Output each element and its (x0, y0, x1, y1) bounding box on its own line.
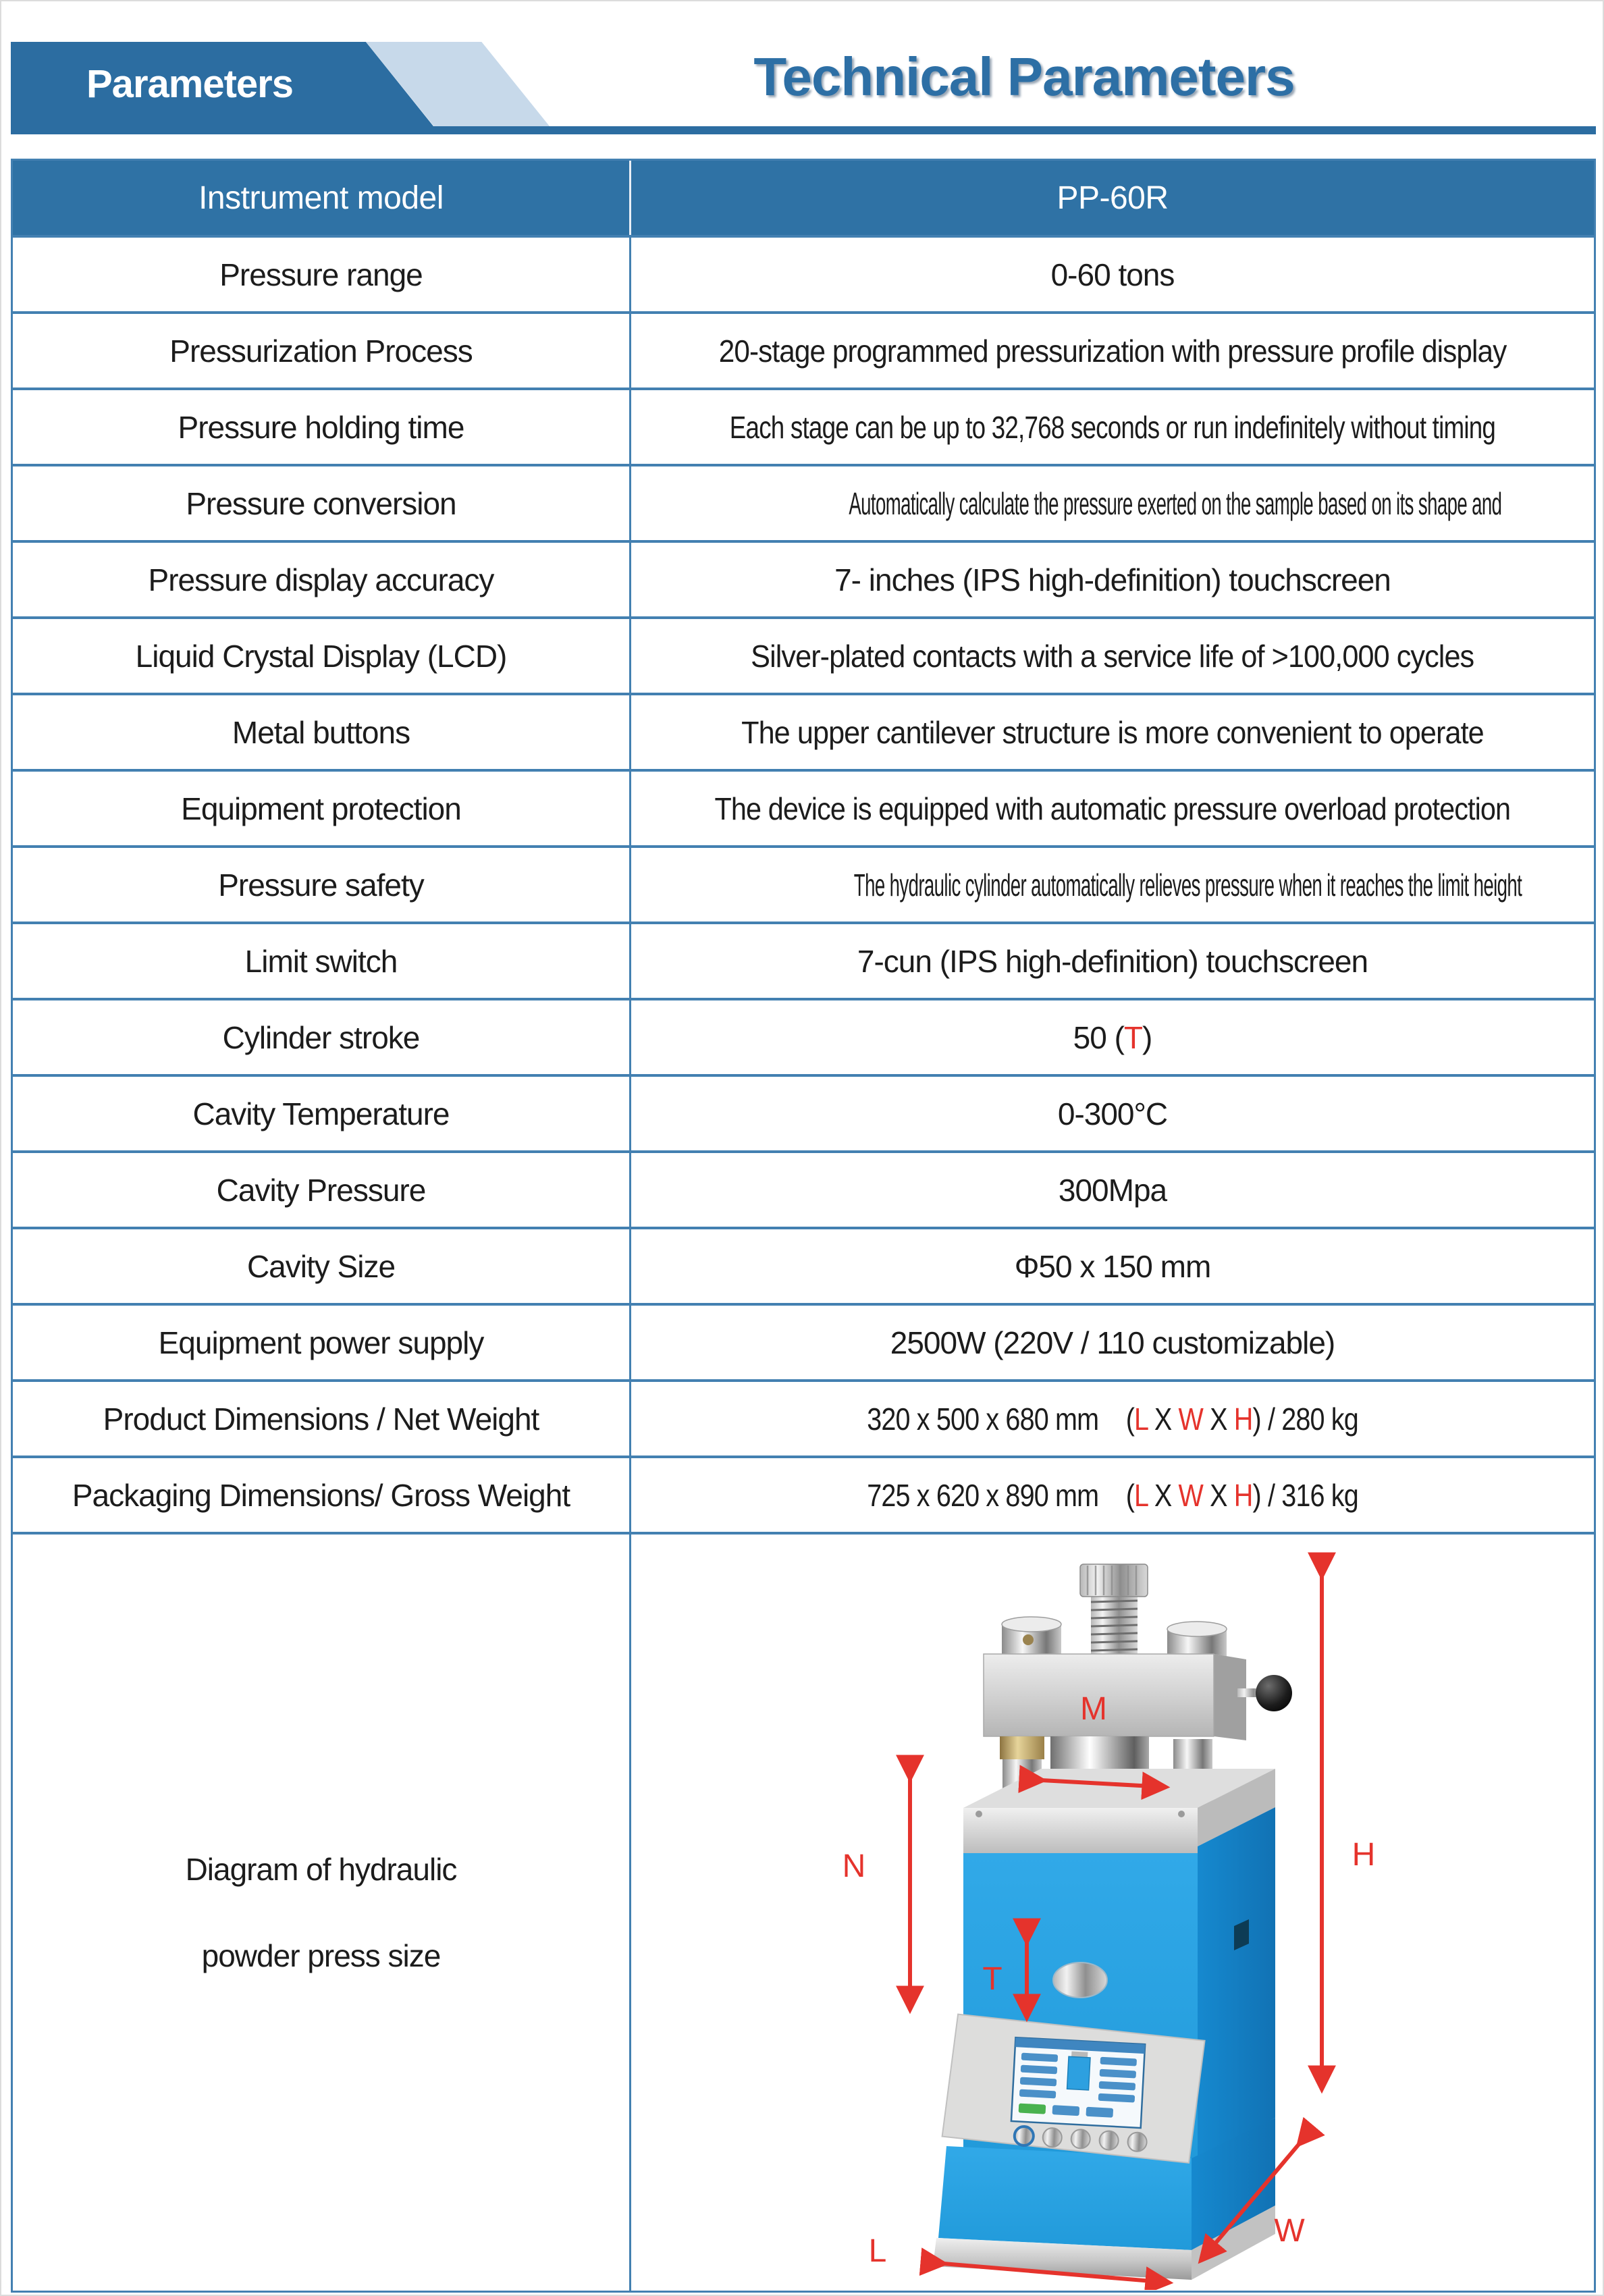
param-value: 300Mpa (1058, 1172, 1167, 1208)
param-label: Pressure safety (13, 848, 631, 922)
param-value: The hydraulic cylinder automatically relieves pressure when it reaches the limit height (853, 867, 1522, 903)
value-part: X (1202, 1401, 1234, 1437)
table-row (13, 1379, 1594, 1456)
param-value (631, 1382, 1594, 1456)
touchscreen (1011, 2037, 1145, 2128)
table-row (13, 1456, 1594, 1532)
table-row (13, 540, 1594, 616)
table-row (13, 1074, 1594, 1150)
table-row (13, 388, 1594, 464)
param-label: Liquid Crystal Display (LCD) (13, 619, 631, 693)
diagram-cell (631, 1534, 1596, 2291)
page-title: Technical Parameters (753, 47, 1295, 107)
value-part: X (1202, 1477, 1234, 1513)
value-part: 50 ( (1073, 1019, 1124, 1055)
diagram-caption-line1: Diagram of hydraulic (185, 1852, 457, 1887)
control-panel (942, 2013, 1206, 2163)
param-label: Pressure display accuracy (13, 543, 631, 616)
param-value: Φ50 x 150 mm (1014, 1248, 1211, 1284)
press-machine (933, 1564, 1292, 2280)
table-row (13, 1150, 1594, 1227)
param-label: Packaging Dimensions/ Gross Weight (13, 1458, 631, 1532)
table-row (13, 1227, 1594, 1303)
table-row (13, 998, 1594, 1074)
table-header-row (13, 161, 1594, 235)
param-label: Pressure range (13, 238, 631, 311)
header-divider-bar (11, 126, 1596, 134)
table-row (13, 1303, 1594, 1379)
param-value: 7- inches (IPS high-definition) touchscreen (834, 562, 1391, 597)
value-part: X (1147, 1401, 1179, 1437)
value-part: W (1178, 1477, 1203, 1513)
param-label: Cavity Temperature (13, 1077, 631, 1150)
value-part: L (1133, 1401, 1148, 1437)
dimension-label-w: W (1274, 2212, 1305, 2249)
param-value (631, 1458, 1594, 1532)
value-part: T (1123, 1019, 1143, 1055)
param-label: Pressure holding time (13, 390, 631, 464)
param-label: Instrument model (13, 161, 631, 235)
param-label: Metal buttons (13, 695, 631, 769)
value-part: ) / 316 kg (1252, 1477, 1358, 1513)
param-value: The device is equipped with automatic pressure overload protection (714, 791, 1511, 826)
value-part: 725 x 620 x 890 mm ( (867, 1477, 1134, 1513)
param-value: Silver-plated contacts with a service life of >100,000 cycles (751, 638, 1474, 674)
table-row (13, 693, 1594, 769)
hydraulic-press-diagram (631, 1536, 1596, 2290)
param-label: Pressurization Process (13, 314, 631, 388)
value-part: H (1233, 1477, 1253, 1513)
value-part: L (1133, 1477, 1148, 1513)
param-value: Each stage can be up to 32,768 seconds or run indefinitely without timing (729, 409, 1496, 445)
param-label: Limit switch (13, 924, 631, 998)
technical-parameters-table (11, 159, 1596, 2293)
param-label: Cylinder stroke (13, 1000, 631, 1074)
dimension-label-t: T (982, 1960, 1002, 1997)
table-row (13, 464, 1594, 540)
diagram-caption (13, 1534, 631, 2291)
dimension-label-l: L (868, 2233, 887, 2269)
value-part: X (1147, 1477, 1179, 1513)
param-value: 2500W (220V / 110 customizable) (890, 1325, 1335, 1360)
value-part: 320 x 500 x 680 mm ( (867, 1401, 1134, 1437)
param-value: The upper cantilever structure is more convenient to operate (741, 714, 1484, 750)
table-row (13, 616, 1594, 693)
press-top-screw (1080, 1564, 1148, 1659)
value-part: ) (1142, 1019, 1152, 1055)
table-row (13, 922, 1594, 998)
param-value: Automatically calculate the pressure exerted on the sample based on its shape and (849, 485, 1502, 521)
diagram-row (13, 1532, 1594, 2291)
dimension-label-m: M (1080, 1690, 1107, 1727)
param-label: Cavity Pressure (13, 1153, 631, 1227)
dimension-label-h: H (1352, 1836, 1376, 1873)
value-part: H (1233, 1401, 1253, 1437)
table-row (13, 235, 1594, 311)
param-label: Pressure conversion (13, 466, 631, 540)
value-part: W (1178, 1401, 1203, 1437)
param-value (631, 1000, 1594, 1074)
diagram-caption-line2: powder press size (201, 1938, 441, 1973)
param-value: 0-300°C (1057, 1096, 1168, 1131)
banner-label: Parameters (86, 62, 293, 106)
param-label: Cavity Size (13, 1229, 631, 1303)
table-row (13, 769, 1594, 845)
param-label: Equipment protection (13, 772, 631, 845)
press-crosshead (984, 1654, 1246, 1740)
table-row (13, 311, 1594, 388)
table-row (13, 845, 1594, 922)
param-label: Equipment power supply (13, 1306, 631, 1379)
param-value: 7-cun (IPS high-definition) touchscreen (857, 943, 1368, 979)
param-label: Product Dimensions / Net Weight (13, 1382, 631, 1456)
param-value: 20-stage programmed pressurization with pressure profile display (718, 333, 1507, 369)
param-value: 0-60 tons (1050, 257, 1175, 292)
param-value: PP-60R (1057, 180, 1169, 216)
value-part: ) / 280 kg (1252, 1401, 1358, 1437)
dimension-label-n: N (842, 1848, 866, 1884)
